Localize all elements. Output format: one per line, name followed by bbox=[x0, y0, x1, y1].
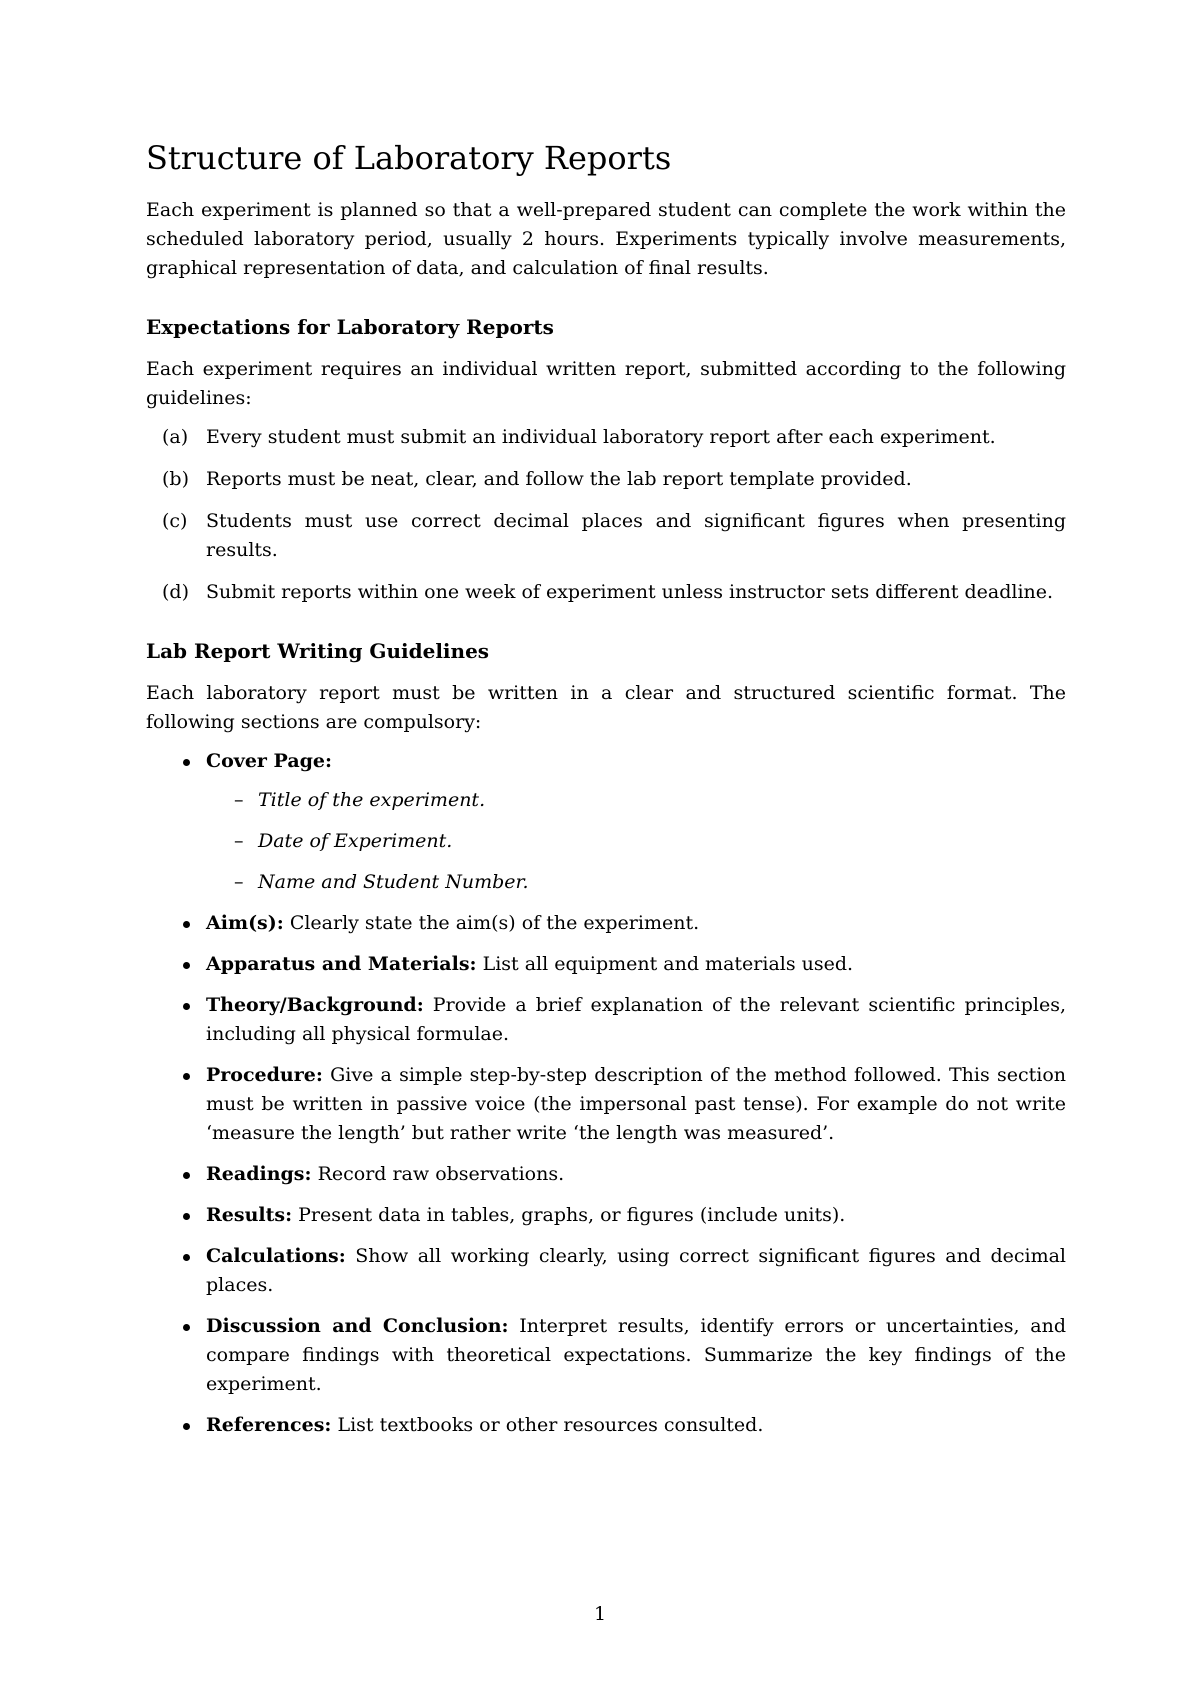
dash-icon: – bbox=[234, 830, 244, 852]
guideline-item bbox=[146, 1242, 1066, 1300]
item-text: Students must use correct decimal places and significant figures when presenting results. bbox=[206, 510, 1066, 561]
guidelines-heading: Lab Report Writing Guidelines bbox=[146, 639, 490, 663]
guideline-text: Clearly state the aim(s) of the experiment. bbox=[289, 912, 700, 934]
guideline-term: Aim(s): bbox=[206, 912, 284, 934]
guideline-term: Discussion and Conclusion: bbox=[206, 1315, 509, 1337]
dash-icon: – bbox=[234, 789, 244, 811]
guideline-item-cover-page bbox=[146, 747, 1066, 897]
sub-item-text: Date of Experiment. bbox=[258, 830, 453, 852]
bullet-icon bbox=[183, 1003, 190, 1010]
guideline-item bbox=[146, 1201, 1066, 1230]
item-label: (b) bbox=[162, 468, 189, 490]
expectations-list bbox=[146, 423, 1066, 607]
bullet-icon bbox=[183, 1073, 190, 1080]
sub-item bbox=[206, 786, 1066, 815]
guideline-text: Interpret results, identify errors or uncertainties, and compare findings with theoretical expectations. Summarize the key findings of the experiment. bbox=[206, 1315, 1066, 1395]
guidelines-lead: Each laboratory report must be written in a clear and structured scientific format. The following sections are compulsory: bbox=[146, 682, 1066, 733]
guideline-item bbox=[146, 1061, 1066, 1148]
document-page bbox=[146, 136, 1066, 1452]
guideline-term: Results: bbox=[206, 1204, 293, 1226]
guideline-term: References: bbox=[206, 1414, 332, 1436]
bullet-icon bbox=[183, 1213, 190, 1220]
sub-item bbox=[206, 827, 1066, 856]
guideline-item bbox=[146, 1411, 1066, 1440]
guidelines-list bbox=[146, 747, 1066, 1440]
guideline-text: Show all working clearly, using correct significant figures and decimal places. bbox=[206, 1245, 1067, 1296]
item-text: Every student must submit an individual laboratory report after each experiment. bbox=[206, 426, 996, 448]
guideline-text: List textbooks or other resources consulted. bbox=[337, 1414, 764, 1436]
cover-page-sublist bbox=[206, 786, 1066, 897]
guideline-item bbox=[146, 1160, 1066, 1189]
bullet-icon bbox=[183, 921, 190, 928]
guideline-item bbox=[146, 950, 1066, 979]
sub-item bbox=[206, 868, 1066, 897]
expectations-item bbox=[146, 423, 1066, 452]
guideline-text: List all equipment and materials used. bbox=[482, 953, 854, 975]
page-number: 1 bbox=[593, 1603, 607, 1625]
sub-item-text: Name and Student Number. bbox=[258, 871, 529, 893]
bullet-icon bbox=[183, 1172, 190, 1179]
guideline-text: Give a simple step-by-step description of the method followed. This section must be written in passive voice (the impersonal past tense). For example do not write ‘measure the length’ but rather write ‘the length was measured’. bbox=[206, 1064, 1066, 1144]
guideline-item bbox=[146, 1312, 1066, 1399]
bullet-icon bbox=[183, 1254, 190, 1261]
guideline-term: Cover Page: bbox=[206, 750, 333, 772]
guideline-term: Apparatus and Materials: bbox=[206, 953, 477, 975]
sub-item-text: Title of the experiment. bbox=[258, 789, 486, 811]
guideline-term: Readings: bbox=[206, 1163, 312, 1185]
bullet-icon bbox=[183, 962, 190, 969]
dash-icon: – bbox=[234, 871, 244, 893]
page-title: Structure of Laboratory Reports bbox=[146, 139, 672, 177]
bullet-icon bbox=[183, 759, 190, 766]
intro-paragraph: Each experiment is planned so that a well-prepared student can complete the work within the scheduled laboratory period, usually 2 hours. Experiments typically involve measurements, graphical representation of data, and calculation of final results. bbox=[146, 199, 1066, 279]
guideline-term: Theory/Background: bbox=[206, 994, 424, 1016]
item-label: (c) bbox=[162, 510, 188, 532]
guideline-item bbox=[146, 909, 1066, 938]
guideline-text: Present data in tables, graphs, or figures (include units). bbox=[298, 1204, 846, 1226]
bullet-icon bbox=[183, 1324, 190, 1331]
item-text: Submit reports within one week of experiment unless instructor sets different deadline. bbox=[206, 581, 1054, 603]
guideline-term: Procedure: bbox=[206, 1064, 323, 1086]
expectations-item bbox=[146, 465, 1066, 494]
expectations-item bbox=[146, 507, 1066, 565]
guideline-term: Calculations: bbox=[206, 1245, 346, 1267]
item-label: (a) bbox=[162, 426, 189, 448]
guideline-item bbox=[146, 991, 1066, 1049]
guideline-text: Record raw observations. bbox=[317, 1163, 565, 1185]
expectations-lead: Each experiment requires an individual written report, submitted according to the following guidelines: bbox=[146, 358, 1066, 409]
guideline-text: Provide a brief explanation of the relevant scientific principles, including all physical formulae. bbox=[206, 994, 1066, 1045]
item-text: Reports must be neat, clear, and follow the lab report template provided. bbox=[206, 468, 912, 490]
expectations-heading: Expectations for Laboratory Reports bbox=[146, 315, 554, 339]
expectations-item bbox=[146, 578, 1066, 607]
bullet-icon bbox=[183, 1423, 190, 1430]
item-label: (d) bbox=[162, 581, 189, 603]
